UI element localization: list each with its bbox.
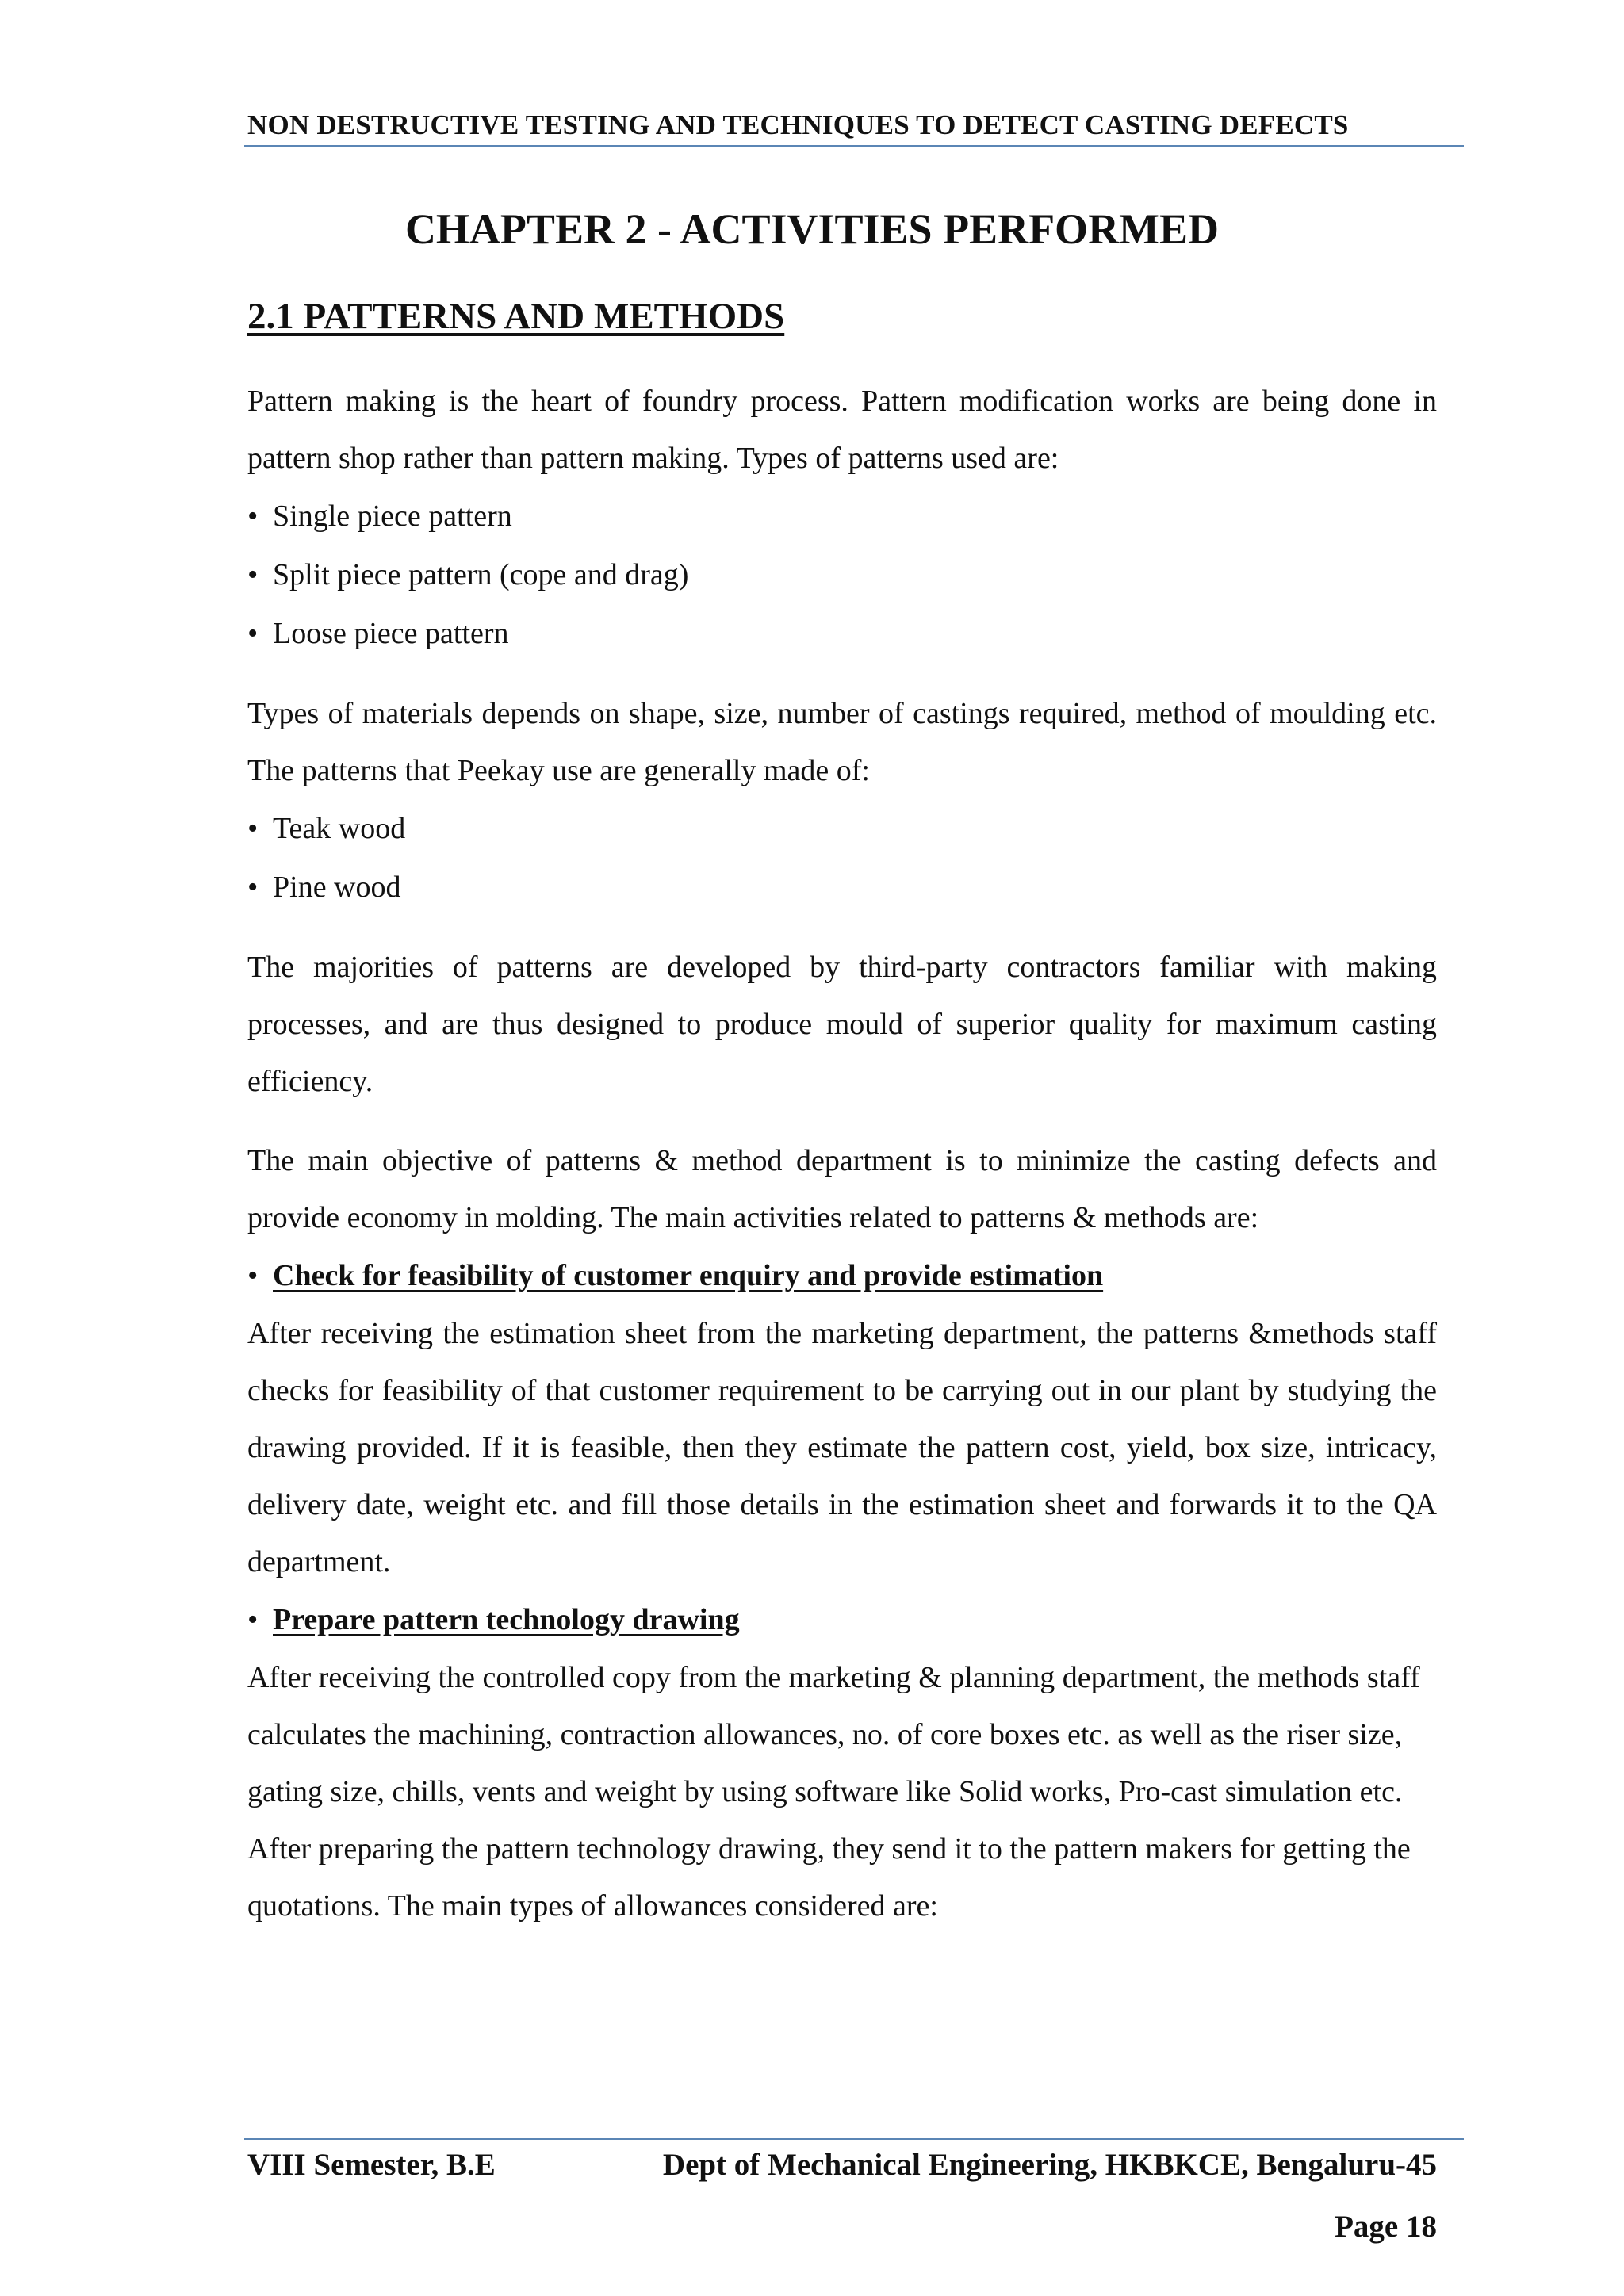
chapter-title: CHAPTER 2 - ACTIVITIES PERFORMED: [404, 205, 1220, 253]
bullet-icon: •: [247, 812, 259, 845]
activity-title: Prepare pattern technology drawing: [273, 1603, 740, 1636]
bullet-icon: •: [247, 1603, 259, 1636]
activity-body-2: After receiving the controlled copy from the marketing & planning department, the methods staff calculates the machining, contraction allowances, no. of core boxes etc. as well as the riser size, gating size, chills, vents and weight by using software like Solid works, Pro-cast simulation etc. After preparing the pattern technology drawing, they send it to the pattern makers for getting the quotations. The main types of allowances considered are:: [247, 1661, 1420, 1923]
page-number: Page 18: [1335, 2210, 1437, 2244]
running-header: NON DESTRUCTIVE TESTING AND TECHNIQUES TO DETECT CASTING DEFECTS: [247, 109, 1349, 140]
bullet-icon: •: [247, 499, 259, 533]
list-item: • Teak wood: [247, 799, 1437, 858]
header-rule: [244, 145, 1464, 147]
section-heading: 2.1 PATTERNS AND METHODS: [247, 296, 785, 337]
bullet-icon: •: [247, 558, 259, 591]
list-item: • Single piece pattern: [247, 487, 1437, 545]
body-content: [247, 373, 1437, 1934]
list-item: • Split piece pattern (cope and drag): [247, 545, 1437, 604]
bullet-icon: •: [247, 871, 259, 904]
activity-heading-1: [247, 1246, 1437, 1305]
footer-semester: VIII Semester, B.E: [247, 2148, 496, 2182]
bullet-icon: •: [247, 617, 259, 650]
objective-paragraph: The main objective of patterns & method department is to minimize the casting defects and provide economy in molding. The main activities related to patterns & methods are:: [247, 1144, 1437, 1234]
bullet-icon: •: [247, 1259, 259, 1292]
activity-body-1: After receiving the estimation sheet from the marketing department, the patterns &methods staff checks for feasibility of that customer requirement to be carrying out in our plant by studying the drawing provided. If it is feasible, then they estimate the pattern cost, yield, box size, intricacy, delivery date, weight etc. and fill those details in the estimation sheet and forwards it to the QA department.: [247, 1317, 1437, 1578]
list-item: • Loose piece pattern: [247, 604, 1437, 663]
list-item: [247, 1590, 1437, 1649]
materials-paragraph: Types of materials depends on shape, size, number of castings required, method of moulding etc. The patterns that Peekay use are generally made of:: [247, 697, 1437, 787]
activity-heading-2: [247, 1590, 1437, 1649]
list-item: • Pine wood: [247, 858, 1437, 916]
activity-title: Check for feasibility of customer enquiry and provide estimation: [273, 1259, 1104, 1292]
contractors-paragraph: The majorities of patterns are developed by third-party contractors familiar with making processes, and are thus designed to produce mould of superior quality for maximum casting efficiency.: [247, 951, 1437, 1098]
intro-paragraph: Pattern making is the heart of foundry process. Pattern modification works are being done in pattern shop rather than pattern making. Types of patterns used are:: [247, 385, 1437, 475]
footer-rule: [244, 2138, 1464, 2140]
footer-department: Dept of Mechanical Engineering, HKBKCE, Bengaluru-45: [662, 2148, 1437, 2182]
pattern-types-list: [247, 487, 1437, 663]
materials-list: [247, 799, 1437, 916]
list-item: [247, 1246, 1437, 1305]
